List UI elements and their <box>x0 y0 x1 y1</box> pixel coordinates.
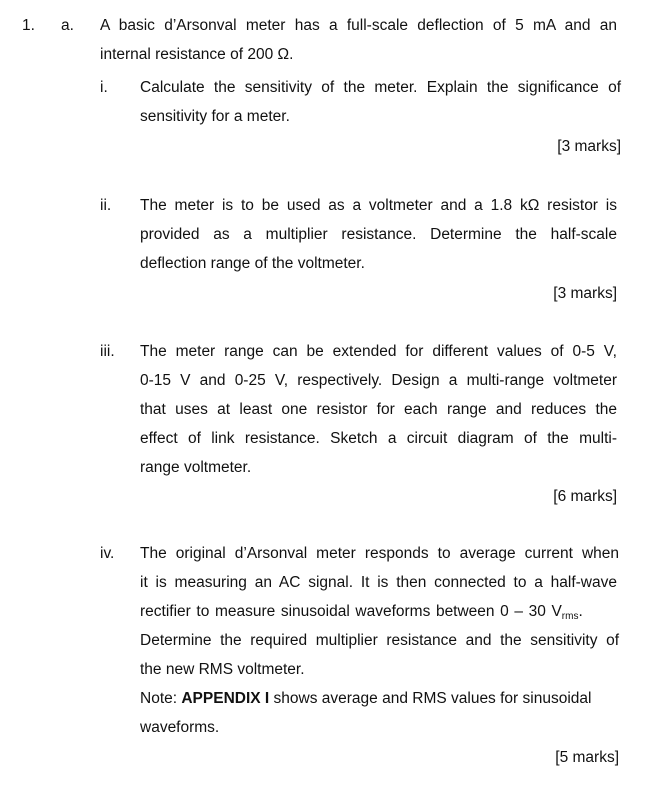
sub-iv-note-line-2: waveforms. <box>140 719 220 736</box>
sub-ii-label: ii. <box>100 197 112 214</box>
sub-iv-line-2: it is measuring an AC signal. It is then connected to a half-wave <box>140 574 617 591</box>
sub-iv-marks: [5 marks] <box>555 749 619 766</box>
sub-iii-label: iii. <box>100 343 115 360</box>
note-prefix: Note: <box>140 690 182 707</box>
sub-ii-line-1: The meter is to be used as a voltmeter and a 1.8 kΩ resistor is <box>140 197 617 214</box>
question-number: 1. <box>22 17 35 34</box>
sub-iv-line-3-end: . <box>578 603 583 620</box>
sub-iii-line-5: range voltmeter. <box>140 459 252 476</box>
sub-iii-line-2: 0-15 V and 0-25 V, respectively. Design a multi-range voltmeter <box>140 372 617 389</box>
sub-iv-line-5: the new RMS voltmeter. <box>140 661 305 678</box>
sub-i-label: i. <box>100 79 108 96</box>
sub-iii-line-4: effect of link resistance. Sketch a circuit diagram of the multi- <box>140 430 617 447</box>
sub-iv-line-3-text: rectifier to measure sinusoidal waveforms between 0 – 30 V <box>140 603 562 620</box>
sub-iii-line-1: The meter range can be extended for different values of 0-5 V, <box>140 343 617 360</box>
intro-line-2: internal resistance of 200 Ω. <box>100 46 294 63</box>
part-label: a. <box>61 17 74 34</box>
sub-iv-line-4: Determine the required multiplier resistance and the sensitivity of <box>140 632 619 649</box>
note-rest: shows average and RMS values for sinusoidal <box>269 690 592 707</box>
sub-ii-marks: [3 marks] <box>553 285 617 302</box>
vrms-subscript: rms <box>561 611 579 622</box>
sub-i-marks: [3 marks] <box>557 138 621 155</box>
sub-iv-note <box>140 690 591 708</box>
sub-iii-line-3: that uses at least one resistor for each range and reduces the <box>140 401 617 418</box>
appendix-reference: APPENDIX I <box>181 690 270 707</box>
sub-i-line-2: sensitivity for a meter. <box>140 108 290 125</box>
intro-line-1: A basic d’Arsonval meter has a full-scale deflection of 5 mA and an <box>100 17 617 34</box>
sub-iv-line-1: The original d’Arsonval meter responds to average current when <box>140 545 619 562</box>
sub-iv-label: iv. <box>100 545 115 562</box>
sub-i-line-1: Calculate the sensitivity of the meter. Explain the significance of <box>140 79 621 96</box>
sub-iii-marks: [6 marks] <box>553 488 617 505</box>
sub-ii-line-3: deflection range of the voltmeter. <box>140 255 365 272</box>
sub-iv-line-3 <box>140 603 583 622</box>
sub-ii-line-2: provided as a multiplier resistance. Determine the half-scale <box>140 226 617 243</box>
